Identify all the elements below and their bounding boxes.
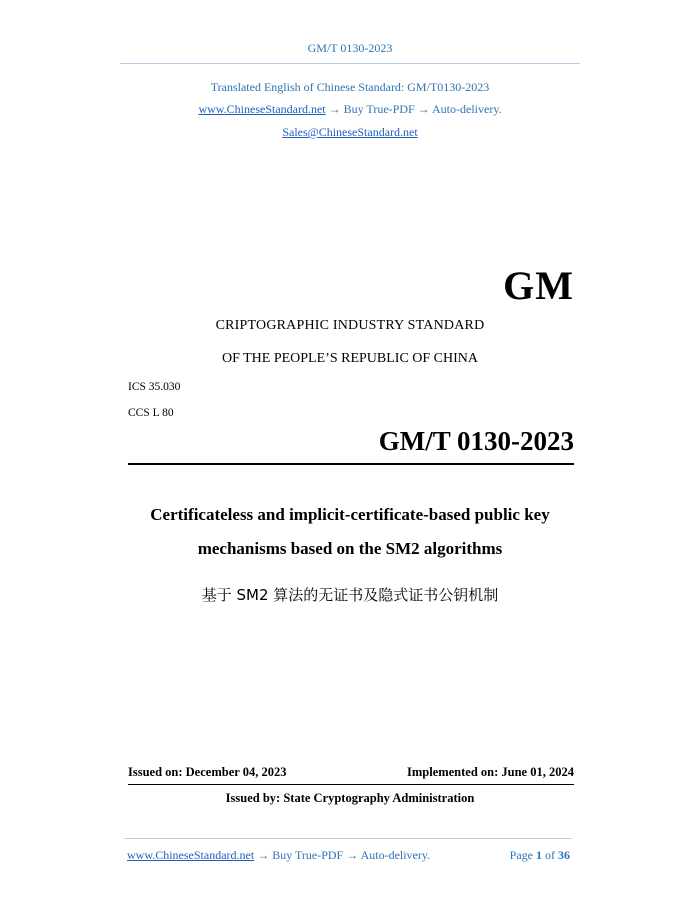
implemented-on: Implemented on: June 01, 2024: [406, 765, 574, 779]
issued-on: Issued on: December 04, 2023: [128, 765, 287, 779]
site-link[interactable]: www.ChineseStandard.net: [198, 102, 326, 116]
ics-code: ICS 35.030: [128, 381, 181, 393]
page-indicator: [510, 848, 570, 863]
translation-notice: Translated English of Chinese Standard: GM/T0130-2023: [210, 80, 490, 94]
chinese-title: 基于 SM2 算法的无证书及隐式证书公钥机制: [201, 586, 499, 604]
industry-line-2: OF THE PEOPLE’S REPUBLIC OF CHINA: [221, 351, 479, 366]
standard-number: GM/T 0130-2023: [378, 426, 574, 456]
dates-underline: [128, 784, 574, 785]
footer-divider: [124, 838, 572, 839]
buy-text: → Buy True-PDF → Auto-delivery.: [328, 102, 502, 116]
industry-line-1: CRIPTOGRAPHIC INDUSTRY STANDARD: [215, 318, 485, 333]
footer-purchase-line: [127, 848, 430, 863]
footer-site-link[interactable]: www.ChineseStandard.net: [127, 848, 255, 862]
issued-by: Issued by: State Cryptography Administration: [225, 791, 475, 805]
running-header: GM/T 0130-2023: [307, 41, 393, 55]
purchase-line: [0, 102, 700, 117]
header-divider: [120, 63, 580, 64]
page-number: 1: [536, 848, 542, 862]
title-line-2: mechanisms based on the SM2 algorithms: [197, 539, 503, 558]
total-pages: 36: [558, 848, 570, 862]
of-label: of: [545, 848, 555, 862]
standard-number-underline: [128, 463, 574, 465]
page-label: Page: [509, 848, 533, 862]
email-line: [0, 125, 700, 140]
gm-logo: GM: [503, 263, 574, 308]
title-line-1: Certificateless and implicit-certificate-based public key: [150, 505, 550, 524]
footer-buy-text: → Buy True-PDF → Auto-delivery.: [257, 848, 431, 862]
email-link[interactable]: Sales@ChineseStandard.net: [282, 125, 418, 139]
ccs-code: CCS L 80: [128, 407, 174, 419]
